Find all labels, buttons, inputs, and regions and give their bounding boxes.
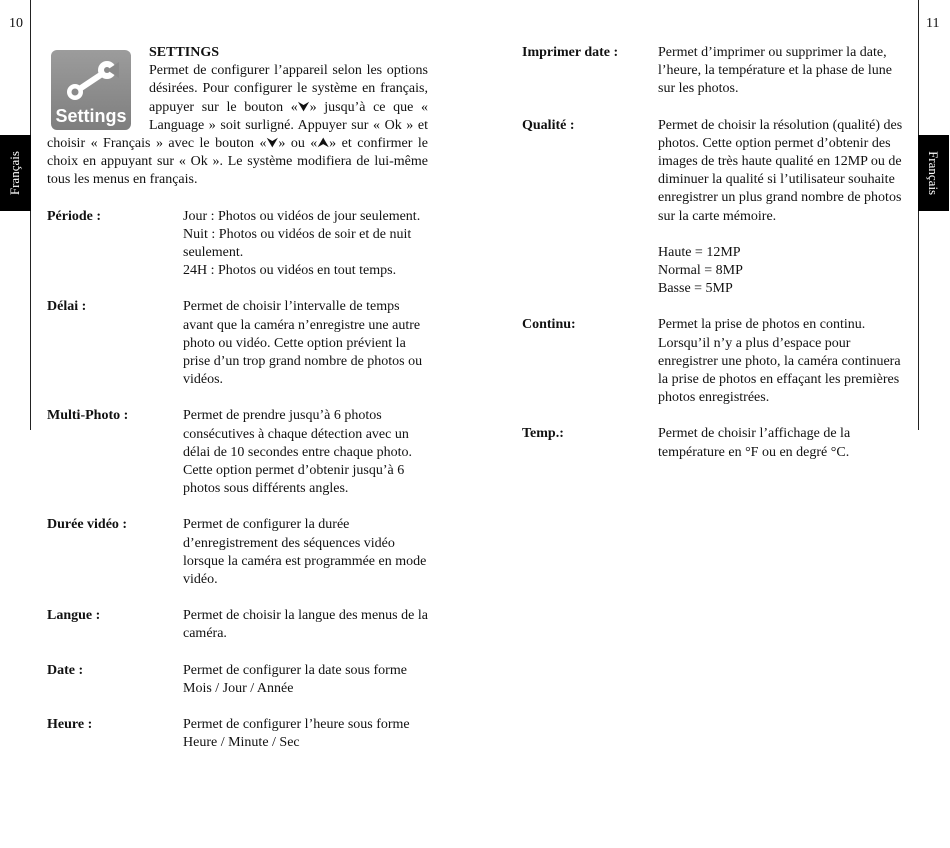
description-line: Permet de configurer la date sous forme — [183, 662, 407, 678]
setting-term: Multi-Photo : — [47, 408, 129, 424]
setting-description — [658, 316, 903, 407]
page-margin-rule-left — [30, 0, 31, 430]
setting-term: Période : — [47, 208, 102, 224]
setting-term: Langue : — [47, 608, 101, 624]
language-tab-label: Français — [926, 150, 942, 196]
setting-term: Heure : — [47, 717, 93, 733]
setting-entry-periode — [47, 208, 428, 281]
setting-entry-duree-video — [47, 516, 428, 589]
description-line: Heure / Minute / Sec — [183, 735, 300, 751]
description-line: Permet de choisir la résolution (qualité) des photos. Cette option permet d’obtenir des images de très haute qualité en 12MP ou de diminuer la qualité si l’utilisateur souhaite enregistrer un plus grand nombre de photos sur la carte mémoire. — [658, 117, 903, 224]
settings-icon-label: Settings — [55, 106, 127, 126]
language-tab-right — [918, 135, 949, 211]
setting-entry-multi-photo — [47, 407, 428, 498]
setting-entry-continu — [522, 316, 903, 407]
setting-term: Délai : — [47, 299, 87, 315]
quality-option-line: Haute = 12MP — [658, 244, 741, 260]
description-line: Permet de prendre jusqu’à 6 photos consécutives à chaque détection avec un délai de 10 secondes entre chaque photo. Cette option permet d’obtenir jusqu’à 6 photos sous différents angles. — [183, 408, 412, 497]
setting-description — [183, 716, 428, 752]
description-gap — [658, 226, 903, 244]
setting-entry-heure — [47, 716, 428, 752]
setting-entry-imprimer-date — [522, 44, 903, 99]
description-line: Permet d’imprimer ou supprimer la date, l’heure, la température et la phase de lune sur les photos. — [658, 45, 892, 97]
description-line: Permet la prise de photos en continu. Lorsqu’il n’y a plus d’espace pour enregistrer une photo, la caméra continuera la prise de photos en effaçant les premières photos enregistrées. — [658, 317, 901, 406]
setting-term: Temp.: — [522, 426, 564, 442]
description-line: Permet de configurer la durée d’enregistrement des séquences vidéo lorsque la caméra est programmée en mode vidéo. — [183, 517, 427, 588]
quality-option-line: Normal = 8MP — [658, 263, 743, 279]
description-line: Jour : Photos ou vidéos de jour seulement. — [183, 208, 421, 224]
setting-description — [658, 425, 903, 461]
setting-entry-delai — [47, 298, 428, 389]
setting-entry-qualite — [522, 117, 903, 299]
wrench-icon — [63, 58, 119, 104]
setting-description — [183, 407, 428, 498]
setting-entry-langue — [47, 607, 428, 643]
description-line: Mois / Jour / Année — [183, 680, 294, 696]
quality-option-line: Basse = 5MP — [658, 281, 733, 297]
setting-term: Imprimer date : — [522, 45, 619, 60]
right-page-column — [522, 44, 903, 462]
left-page-column — [47, 44, 428, 753]
section-title: SETTINGS — [149, 45, 220, 60]
description-line: Permet de configurer l’heure sous forme — [183, 717, 410, 733]
description-line: 24H : Photos ou vidéos en tout temps. — [183, 263, 397, 279]
setting-description — [658, 117, 903, 299]
description-line: Permet de choisir la langue des menus de la caméra. — [183, 608, 428, 642]
intro-paragraph: Permet de configurer l’appareil selon les options désirées. Pour configurer le système en français, appuyer sur le bouton «⮟» jusqu’à ce que « Language » soit surligné. Appuyer sur « Ok » et choisir « Français » avec le bouton «⮟» ou «⮝» et confirmer le choix en appuyant sur « Ok ». Le système modifiera de lui-même tous les menus en français. — [47, 63, 428, 188]
setting-entry-temp — [522, 425, 903, 461]
language-tab-left — [0, 135, 31, 211]
language-tab-label: Français — [7, 150, 23, 196]
setting-description — [183, 662, 428, 698]
description-line: Permet de choisir l’affichage de la température en °F ou en degré °C. — [658, 426, 851, 460]
setting-term: Date : — [47, 662, 84, 678]
settings-icon — [51, 50, 131, 130]
setting-term: Qualité : — [522, 117, 575, 133]
settings-intro — [47, 44, 428, 190]
page-number-right: 11 — [926, 16, 940, 31]
left-settings-list — [47, 208, 428, 753]
setting-description — [183, 607, 428, 643]
right-settings-list — [522, 44, 903, 462]
description-line: Permet de choisir l’intervalle de temps avant que la caméra n’enregistre une autre photo ou vidéo. Cette option prévient la prise d’un trop grand nombre de photos ou vidéos. — [183, 299, 423, 388]
setting-description — [183, 516, 428, 589]
page-margin-rule-right — [918, 0, 919, 430]
setting-description — [183, 208, 428, 281]
setting-term: Durée vidéo : — [47, 517, 128, 533]
setting-description — [658, 44, 903, 99]
description-line: Nuit : Photos ou vidéos de soir et de nuit seulement. — [183, 226, 412, 261]
setting-description — [183, 298, 428, 389]
page-number-left: 10 — [9, 16, 23, 31]
setting-entry-date — [47, 662, 428, 698]
setting-term: Continu: — [522, 317, 576, 333]
